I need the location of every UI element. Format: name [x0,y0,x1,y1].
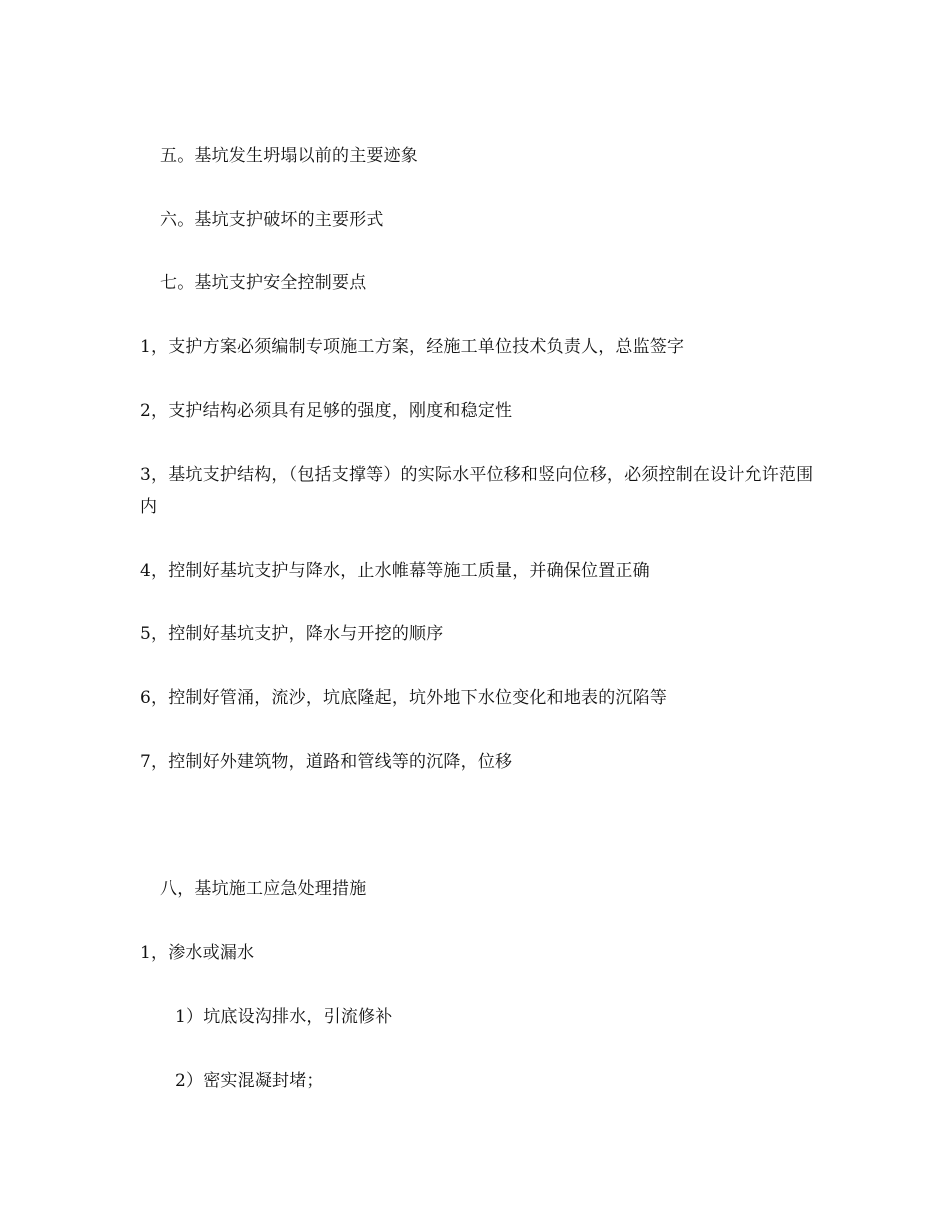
control-point-2: 2，支护结构必须具有足够的强度，刚度和稳定性 [140,401,513,421]
emergency-heading: 八，基坑施工应急处理措施 [160,879,367,899]
control-point-3: 3，基坑支护结构，（包括支撑等）的实际水平位移和竖向位移，必须控制在设计允许范围内 [140,465,814,517]
heading-6: 六。基坑支护破坏的主要形式 [160,210,384,230]
control-point-1: 1，支护方案必须编制专项施工方案，经施工单位技术负责人，总监签字 [140,337,685,357]
emergency-item-1: 1，渗水或漏水 [140,943,255,963]
control-point-5: 5，控制好基坑支护，降水与开挖的顺序 [140,624,444,644]
emergency-subitem-1: 1）坑底设沟排水，引流修补 [175,1007,393,1027]
control-point-4: 4，控制好基坑支护与降水，止水帷幕等施工质量，并确保位置正确 [140,561,650,581]
control-point-7: 7，控制好外建筑物，道路和管线等的沉降，位移 [140,752,513,772]
emergency-subitem-2: 2）密实混凝封堵； [175,1071,324,1091]
heading-5: 五。基坑发生坍塌以前的主要迹象 [160,146,418,166]
heading-7: 七。基坑支护安全控制要点 [160,273,367,293]
control-point-6: 6，控制好管涌，流沙，坑底隆起，坑外地下水位变化和地表的沉陷等 [140,688,668,708]
